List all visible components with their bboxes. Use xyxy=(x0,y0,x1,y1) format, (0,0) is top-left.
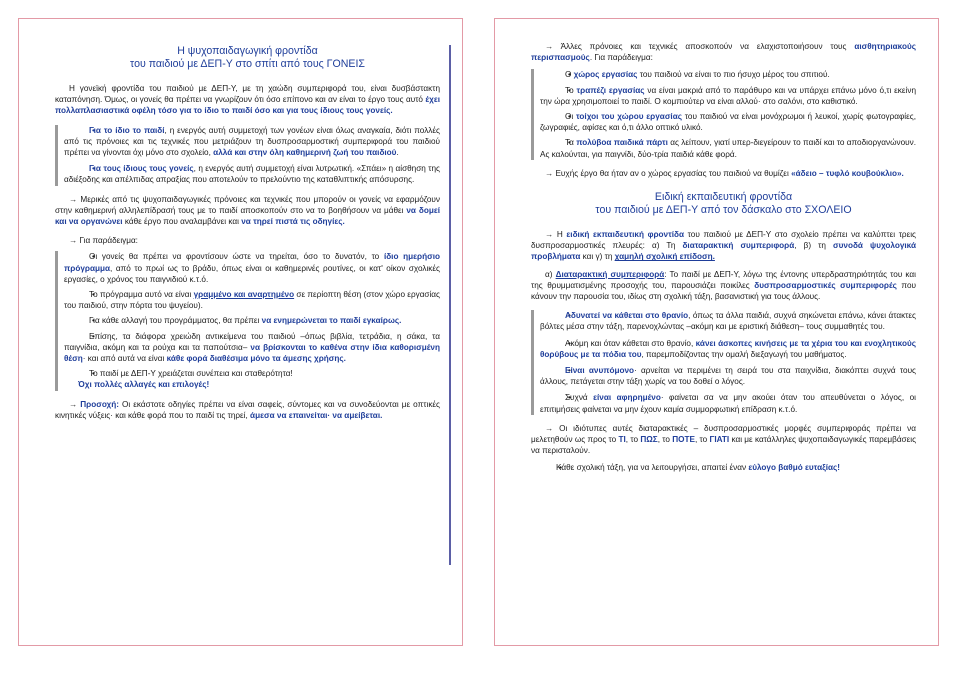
bullet-icon xyxy=(554,111,561,118)
right-content xyxy=(531,41,916,474)
wish-paragraph: → Ευχής έργο θα ήταν αν ο χώρος εργασίας του παιδιού να θυμίζει «άδειο – τυφλό κουβούκλιο». xyxy=(545,168,904,178)
bullet-icon xyxy=(554,85,561,92)
intro-paragraph: Η γονεϊκή φροντίδα του παιδιού με ΔΕΠ-Υ, με τη χαώδη συμπεριφορά του, είναι δυσβάστακτη καταπόνηση. Όμως, οι γονείς θα πρέπει να γνωρίζουν ότι όσο επίπονο και αν είναι το έργο τους αυτό έχει πολλαπλασιαστικά οφέλη τόσο για το ίδιο το παιδί όσο και για τους ίδιους τους γονείς. xyxy=(55,84,440,116)
techniques-paragraph: → Μερικές από τις ψυχοπαιδαγωγικές πρόνοιες και τεχνικές που μπορούν οι γονείς να εφαρμόζουν στην καθημερινή αλληλεπίδρασή τους με το παιδί αποσκοπούν στο να το βοηθήσουν να μάθει να δομεί και να οργανώνει κάθε έργο που αναλαμβάνει και να τηρεί πιστά τις οδηγίες. xyxy=(55,194,441,227)
example-item: •Το παιδί με ΔΕΠ-Υ χρειάζεται συνέπεια και σταθερότητα! Όχι πολλές αλλαγές και επιλογές! xyxy=(64,368,440,390)
left-content xyxy=(55,45,440,421)
example-item: •Για κάθε αλλαγή του προγράμματος, θα πρέπει να ενημερώνεται το παιδί εγκαίρως. xyxy=(64,315,440,326)
arrow-icon: → xyxy=(545,168,556,178)
left-page xyxy=(18,18,463,646)
distraction-item: •Το τραπέζι εργασίας να είναι μακριά από το παράθυρο και να υπάρχει επάνω μόνο ό,τι εκείνη την ώρα χρησιμοποιεί το παιδί. Ο κομπιούτερ να είναι αλλού· στο σαλόνι, στο καθιστικό. xyxy=(540,85,916,107)
distraction-item: •Ο χώρος εργασίας του παιδιού να είναι το πιο ήσυχο μέρος του σπιτιού. xyxy=(540,69,916,80)
bullet-icon xyxy=(554,392,561,399)
benefits-box xyxy=(55,125,440,186)
example-item: •Οι γονείς θα πρέπει να φροντίσουν ώστε να τηρείται, όσο το δυνατόν, το ίδιο ημερήσιο πρόγραμμα, από το πρωί ως το βράδυ, όπως είναι οι καθημερινές ρουτίνες, οι κατ' οίκον σχολικές εργασίες, ο χρόνος του παιγνιδιού κ.τ.ό. xyxy=(64,251,440,285)
arrow-icon: → xyxy=(69,399,81,409)
example-label: → Για παράδειγμα: xyxy=(69,236,138,246)
bullet-icon xyxy=(78,125,85,132)
bullet-icon xyxy=(78,163,85,170)
behavior-item: •Είναι ανυπόμονο· αρνείται να περιμένει τη σειρά του στα παιχνίδια, διακόπτει συχνά τους άλλους, πετάγεται στην τάξη χωρίς να του δοθεί ο λόγος. xyxy=(540,365,916,387)
arrow-icon: → xyxy=(69,236,80,246)
bullet-icon xyxy=(554,310,561,317)
bullet-icon xyxy=(78,289,85,296)
analysis-paragraph: → Οι ιδιότυπες αυτές διαταρακτικές – δυσπροσαρμοστικές μορφές συμπεριφοράς πρέπει να μελετηθούν ως προς το ΤΙ, το ΠΩΣ, το ΠΟΤΕ, το ΓΙΑΤΙ και με κατάλληλες ψυχοπαιδαγωγικές παρεμβάσεις να περισταλούν. xyxy=(531,423,917,456)
benefit-child: •Για το ίδιο το παιδί, η ενεργός αυτή συμμετοχή των γονέων είναι όλως αναγκαία, διότι πολλές από τις πρόνοιες και τις τεχνικές που μετριάζουν τη δυσπροσαρμοστική συμπεριφορά του παιδιού πρέπει να γίνονται όχι μόνο στο σχολείο, αλλά και στην όλη καθημερινή ζωή του παιδιού. xyxy=(64,125,440,159)
behavior-item: •Αδυνατεί να κάθεται στο θρανίο, όπως τα άλλα παιδιά, συχνά σηκώνεται επάνω, κάνει άτακτες βόλτες μέσα στην τάξη, παρενοχλώντας –ακόμη και με εριστική διάθεση– τους συμμαθητές του. xyxy=(540,310,916,332)
left-title: Η ψυχοπαιδαγωγική φροντίδα του παιδιού με ΔΕΠ-Υ στο σπίτι από τους ΓΟΝΕΙΣ xyxy=(130,45,365,70)
behavior-item: •Συχνά είναι αφηρημένο· φαίνεται σα να μην ακούει όταν του απευθύνεται ο λόγος, οι επιτιμήσεις φαίνεται να μην έχουν καμία συμμορφωτική επίδραση κ.τ.ό. xyxy=(540,392,916,414)
bullet-icon xyxy=(78,331,85,338)
right-page xyxy=(494,18,939,646)
distraction-item: •Τα πολύβοα παιδικά πάρτι ας λείπουν, γιατί υπερ-διεγείρουν το παιδί και το αποδιοργανώνουν. Ας καλούνται, για παιγνίδι, δύο-τρία παιδιά κάθε φορά. xyxy=(540,137,916,159)
benefit-parents: •Για τους ίδιους τους γονείς, η ενεργός αυτή συμμετοχή είναι λυτρωτική. «Σπάει» η αίσθηση της αδιέξοδης και απέλπιδας απραξίας που αποτελούν το πρελούντιο της καταθλιπτικής απόσυρσης. xyxy=(64,163,440,185)
distractions-paragraph: → Άλλες πρόνοιες και τεχνικές αποσκοπούν να ελαχιστοποιήσουν τους αισθητηριακούς περισπασμούς. Για παράδειγμα: xyxy=(531,42,916,63)
arrow-icon: → xyxy=(69,194,81,204)
margin-rule xyxy=(449,45,451,565)
bullet-icon xyxy=(554,338,561,345)
bullet-icon xyxy=(554,69,561,76)
arrow-icon: → xyxy=(545,423,560,433)
right-title: Ειδική εκπαιδευτική φροντίδα του παιδιού με ΔΕΠ-Υ από τον δάσκαλο στο ΣΧΟΛΕΙΟ xyxy=(595,191,852,217)
bullet-icon xyxy=(554,137,561,144)
bullet-icon xyxy=(78,368,85,375)
disruptive-behavior: α) Διαταρακτική συμπεριφορά: Το παιδί με ΔΕΠ-Υ, λόγω της έντονης υπερδραστηριότητάς του και της θρυμματισμένης προσοχής του, παρουσιάζει ποικίλες δυσπροσαρμοστικές συμπεριφορές που κάνουν την παρουσία του, ιδίως στη σχολική τάξη, βασανιστική για τους άλλους. xyxy=(531,269,916,302)
arrow-icon: → xyxy=(545,230,557,240)
bullet-icon xyxy=(554,365,561,372)
behaviors-box xyxy=(531,310,916,415)
bullet-icon xyxy=(78,315,85,322)
distraction-item: •Οι τοίχοι του χώρου εργασίας του παιδιού να είναι μονόχρωμοι ή λευκοί, χωρίς φωτογραφίες, ζωγραφιές, αφίσες και ό,τι άλλο οπτικό υλικό. xyxy=(540,111,916,133)
example-item: •Το πρόγραμμα αυτό να είναι γραμμένο και αναρτημένο σε περίοπτη θέση (στον χώρο εργασίας του παιδιού, στην πόρτα του ψυγείου). xyxy=(64,289,440,311)
order-paragraph: •Κάθε σχολική τάξη, για να λειτουργήσει, απαιτεί έναν εύλογο βαθμό ευταξίας! xyxy=(531,462,916,473)
bullet-icon xyxy=(78,251,85,258)
behavior-item: •Ακόμη και όταν κάθεται στο θρανίο, κάνει άσκοπες κινήσεις με τα χέρια του και ενοχλητικούς θορύβους με τα πόδια του, παρεμποδίζοντας την ομαλή διεξαγωγή του μαθήματος. xyxy=(540,338,916,360)
school-intro: → Η ειδική εκπαιδευτική φροντίδα του παιδιού με ΔΕΠ-Υ στο σχολείο πρέπει να καλύπτει τρεις δυσπροσαρμοστικές πλευρές: α) Τη διαταρακτική συμπεριφορά, β) τη συνοδά ψυχολογικά προβλήματα και γ) τη χαμηλή σχολική επίδοση. xyxy=(531,230,917,262)
caution-note: → Προσοχή: Οι εκάστοτε οδηγίες πρέπει να είναι σαφείς, σύντομες και να συνοδεύονται με οπτικές κινητικές νύξεις· και κάθε φορά που το παιδί τις τηρεί, άμεσα να επαινείται· να αμείβεται. xyxy=(55,399,441,420)
example-item: •Επίσης, τα διάφορα χρειώδη αντικείμενα του παιδιού –όπως βιβλία, τετράδια, η σάκα, τα παιγνίδια, ακόμη και τα ρούχα και τα παπούτσια– να βρίσκονται το καθένα στην ίδια καθορισμένη θέση· και από αυτά να είναι κάθε φορά διαθέσιμα μόνο τα άμεσης χρήσης. xyxy=(64,331,440,365)
bullet-icon xyxy=(545,462,552,469)
examples-box xyxy=(55,251,440,390)
arrow-icon: → xyxy=(545,42,561,51)
distractions-box xyxy=(531,69,916,159)
